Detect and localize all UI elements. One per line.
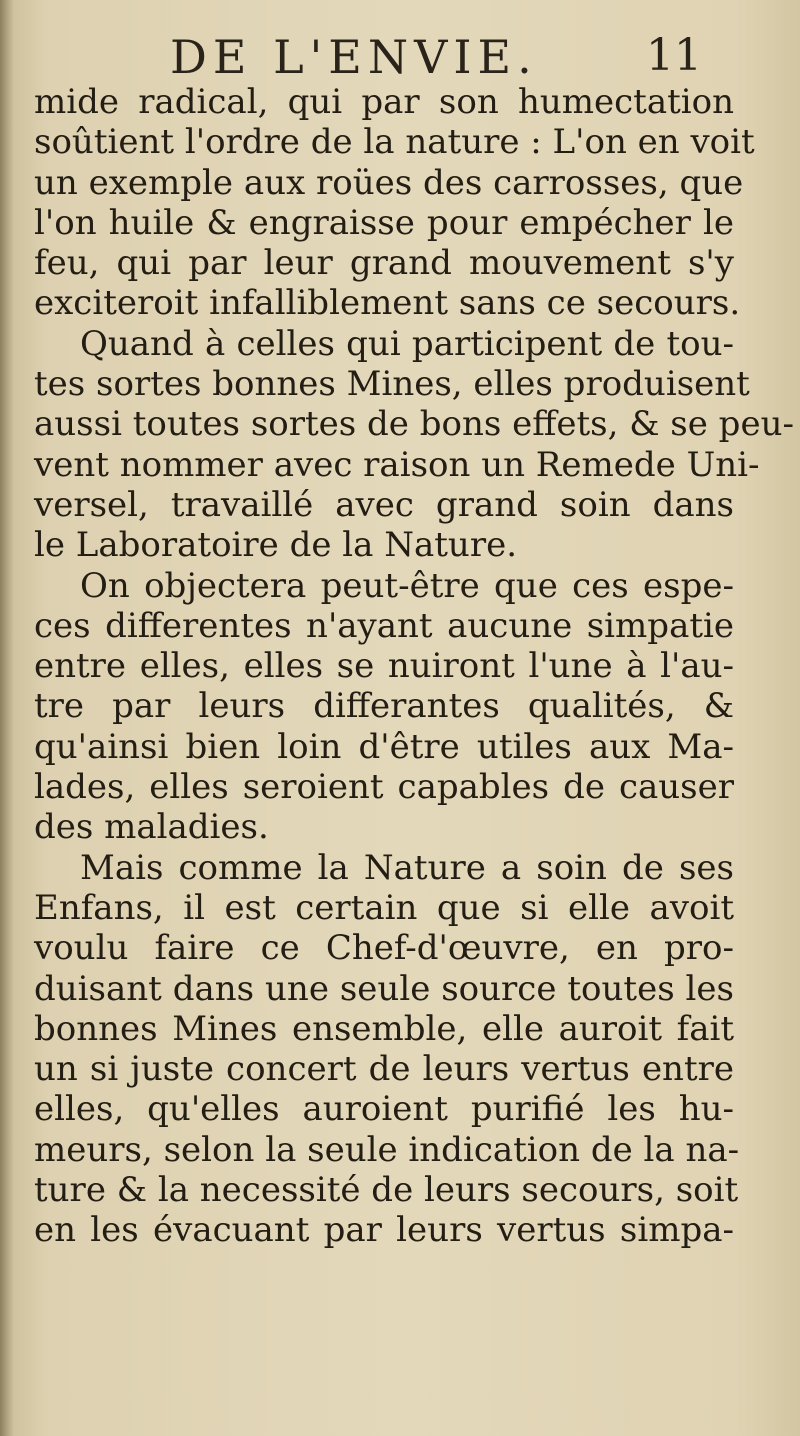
text-line: ture & la necessité de leurs secours, soit xyxy=(34,1170,739,1211)
page-number: 11 xyxy=(646,30,702,81)
text-line: On objectera peut-être que ces espe- xyxy=(80,565,734,606)
running-title: DE L'ENVIE. xyxy=(170,30,538,84)
text-line: Mais comme la Nature a soin de ses xyxy=(80,847,734,888)
text-line: elles, qu'elles auroient purifié les hu- xyxy=(34,1089,734,1130)
text-line: exciteroit infalliblement sans ce secours. xyxy=(34,283,741,324)
text-line: soûtient l'ordre de la nature : L'on en voit xyxy=(34,122,755,163)
text-line: un si juste concert de leurs vertus entre xyxy=(34,1049,734,1090)
text-line: entre elles, elles se nuiront l'une à l'au- xyxy=(34,646,734,687)
text-line: duisant dans une seule source toutes les xyxy=(34,968,734,1009)
text-line: qu'ainsi bien loin d'être utiles aux Ma- xyxy=(34,726,734,767)
text-line: versel, travaillé avec grand soin dans xyxy=(34,484,734,525)
running-head xyxy=(0,30,800,90)
text-line: aussi toutes sortes de bons effets, & se peu- xyxy=(34,404,794,445)
text-line: bonnes Mines ensemble, elle auroit fait xyxy=(34,1008,734,1049)
text-line: voulu faire ce Chef-d'œuvre, en pro- xyxy=(34,928,734,969)
text-line: ces differentes n'ayant aucune simpatie xyxy=(34,605,734,646)
text-line: le Laboratoire de la Nature. xyxy=(34,525,518,566)
text-line: en les évacuant par leurs vertus simpa- xyxy=(34,1210,734,1251)
text-line: un exemple aux roües des carrosses, que xyxy=(34,162,744,203)
text-line: feu, qui par leur grand mouvement s'y xyxy=(34,243,734,284)
text-line: lades, elles seroient capables de causer xyxy=(34,767,734,808)
text-line: l'on huile & engraisse pour empécher le xyxy=(34,202,734,243)
text-line: Enfans, il est certain que si elle avoit xyxy=(34,887,734,928)
text-line: meurs, selon la seule indication de la na- xyxy=(34,1129,740,1170)
text-line: tre par leurs differantes qualités, & xyxy=(34,686,734,727)
body-text xyxy=(34,82,794,1251)
text-line: tes sortes bonnes Mines, elles produisent xyxy=(34,364,750,405)
text-line: Quand à celles qui participent de tou- xyxy=(80,323,734,364)
text-line: vent nommer avec raison un Remede Uni- xyxy=(34,444,760,485)
binding-shadow xyxy=(0,0,14,1436)
text-line: des maladies. xyxy=(34,807,269,848)
text-line: mide radical, qui par son humectation xyxy=(34,82,734,122)
